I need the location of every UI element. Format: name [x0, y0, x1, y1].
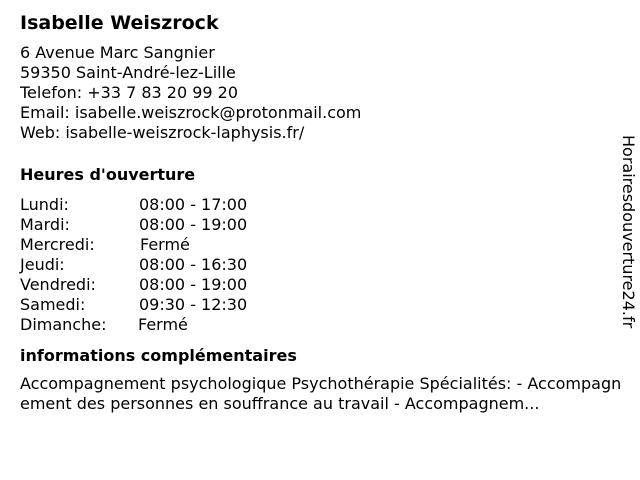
- hours-row-saturday: [20, 295, 620, 315]
- day-label: Dimanche:: [20, 315, 107, 334]
- hours-row-friday: [20, 275, 620, 295]
- phone-number: Telefon: +33 7 83 20 99 20: [20, 83, 239, 102]
- day-hours: Fermé: [140, 235, 190, 254]
- site-watermark: Horairesdouverture24.fr: [619, 135, 638, 329]
- day-hours: Fermé: [138, 315, 188, 334]
- additional-info-title: informations complémentaires: [20, 346, 297, 365]
- day-label: Samedi:: [20, 295, 86, 314]
- day-label: Lundi:: [20, 195, 69, 214]
- hours-row-thursday: [20, 255, 620, 275]
- contact-block: [20, 43, 620, 143]
- city-address: 59350 Saint-André-lez-Lille: [20, 63, 236, 82]
- day-label: Vendredi:: [20, 275, 96, 294]
- opening-hours-title: Heures d'ouverture: [20, 165, 196, 184]
- day-label: Mardi:: [20, 215, 70, 234]
- website: Web: isabelle-weiszrock-laphysis.fr/: [20, 123, 305, 142]
- additional-info-text: Accompagnement psychologique Psychothérapie Spécialités: - Accompagnement des personnes en souffrance au travail - Accompagnem...: [20, 374, 622, 413]
- day-hours: 08:00 - 19:00: [139, 275, 248, 294]
- day-label: Mercredi:: [20, 235, 95, 254]
- opening-hours-list: [20, 195, 620, 335]
- hours-row-tuesday: [20, 215, 620, 235]
- day-hours: 08:00 - 19:00: [139, 215, 248, 234]
- business-card: [20, 10, 620, 414]
- day-label: Jeudi:: [20, 255, 65, 274]
- day-hours: 08:00 - 17:00: [139, 195, 248, 214]
- hours-row-wednesday: [20, 235, 620, 255]
- email-address: Email: isabelle.weiszrock@protonmail.com: [20, 103, 362, 122]
- day-hours: 08:00 - 16:30: [139, 255, 248, 274]
- hours-row-monday: [20, 195, 620, 215]
- street-address: 6 Avenue Marc Sangnier: [20, 43, 215, 62]
- hours-row-sunday: [20, 315, 620, 335]
- business-name: Isabelle Weiszrock: [20, 12, 219, 34]
- day-hours: 09:30 - 12:30: [139, 295, 248, 314]
